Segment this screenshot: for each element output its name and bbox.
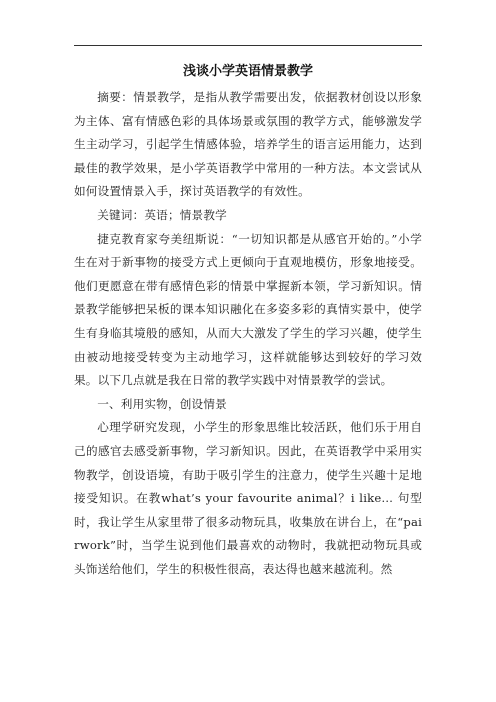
header-rule [74,45,422,46]
abstract-paragraph: 摘要：情景教学，是指从教学需要出发，依据教材创设以形象为主体、富有情感色彩的具体场景或氛围的教学方式，能够激发学生主动学习，引起学生情感体验，培养学生的语言运用能力，达到最佳的教学效果，是小学英语教学中常用的一种方法。本文尝试从如何设置情景入手，探讨英语教学的有效性。 [74,90,422,199]
keywords-paragraph: 关键词：英语；情景教学 [97,207,227,222]
section-paragraph: 心理学研究发现，小学生的形象思维比较活跃，他们乐于用自己的感官去感受新事物，学习新知识。因此，在英语教学中采用实物教学，创设语境，有助于吸引学生的注意力，使学生兴趣十足地接受知识。在教what’s your favourite animal？i like… 句型时，我让学生从家里带了很多动物玩具，收集放在讲台上，在“pairwork”时，当学生说到他们最喜欢的动物时，我就把动物玩具或头饰送给他们，学生的积极性很高，表达得也越来越流利。然 [74,420,422,576]
document-body [74,58,422,581]
document-title: 浅谈小学英语情景教学 [182,64,313,79]
section-heading: 一、利用实物，创设情景 [97,396,227,411]
intro-paragraph: 捷克教育家夸美纽斯说：“一切知识都是从感官开始的。”小学生在对于新事物的接受方式上更倾向于直观地模仿，形象地接受。他们更愿意在带有感情色彩的情景中掌握新本领，学习新知识。情景教学能够把呆板的课本知识融化在多姿多彩的真情实景中，使学生有身临其境般的感知，从而大大激发了学生的学习兴趣，使学生由被动地接受转变为主动地学习，这样就能够达到较好的学习效果。以下几点就是我在日常的教学实践中对情景教学的尝试。 [74,231,422,388]
